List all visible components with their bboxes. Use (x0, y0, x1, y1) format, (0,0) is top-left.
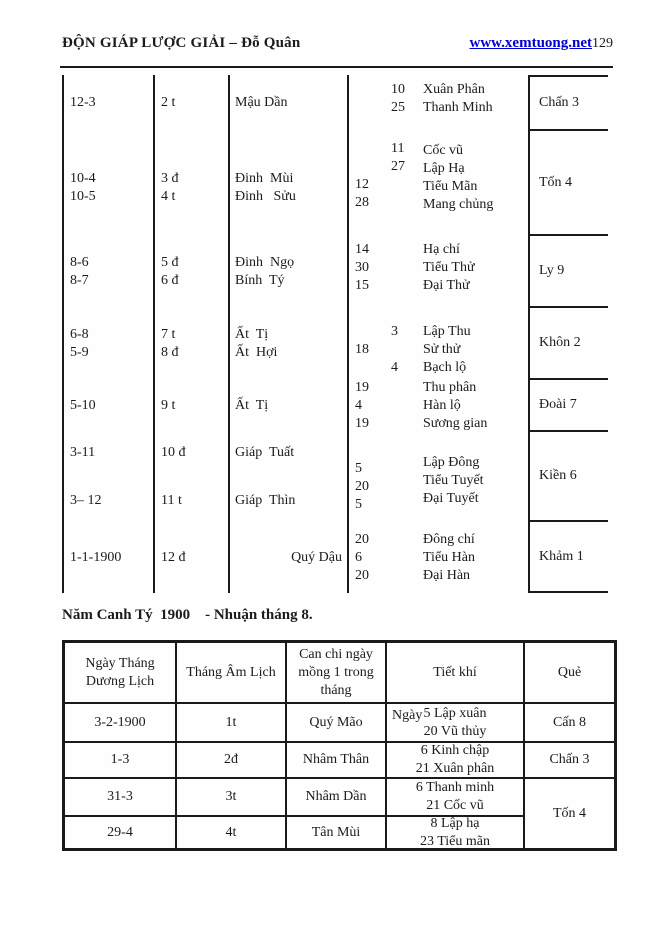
solar-terms (417, 125, 528, 230)
canchi-value: Mậu Dần (235, 95, 288, 110)
solar-term: Mang chủng (423, 196, 494, 212)
date-value: 1-1-1900 (70, 549, 122, 565)
solar-term: Tiểu Mãn (423, 178, 478, 194)
month-value: 9 t (161, 398, 176, 413)
t1-date-cell (64, 380, 153, 432)
day-number: 12 (355, 176, 369, 192)
solar-term: 6 Kinh chập (420, 743, 490, 758)
t1-canchi-cell (230, 135, 347, 240)
t2-header-thang-am (175, 643, 285, 702)
header-line: tháng (320, 682, 352, 698)
t1-month-cell (155, 380, 228, 432)
t2-que-cell (523, 777, 614, 848)
canchi-value: Đinh Sửu (235, 188, 296, 204)
header-line: mồng 1 trong (298, 664, 374, 680)
que-value: Khảm 1 (539, 548, 584, 564)
t2-date-cell (65, 741, 175, 777)
header-line: Tiết khí (433, 664, 477, 680)
canchi-value: Đinh Mùi (235, 170, 294, 186)
solar-term: Sử thử (423, 342, 461, 357)
t1-month-cell (155, 236, 228, 308)
que-value: Ly 9 (539, 263, 565, 278)
canchi-value: Bính Tý (235, 273, 285, 288)
section-heading: Năm Canh Tý 1900 - Nhuận tháng 8. (62, 607, 313, 623)
solar-term: 21 Cốc vũ (426, 798, 484, 813)
day-number: 5 (355, 497, 362, 512)
t1-month-cell (155, 432, 228, 522)
solar-term: Xuân Phân (423, 82, 485, 97)
t2-header-duong-lich (65, 643, 175, 702)
website-link[interactable]: www.xemtuong.net (469, 35, 592, 51)
t1-tiet-cell (349, 432, 528, 522)
solar-term: Bạch lộ (423, 360, 467, 375)
que-cell (528, 131, 608, 236)
canchi-value: Đinh Ngọ (235, 255, 295, 270)
t2-que-cell (523, 702, 614, 741)
date-value: 3-11 (70, 445, 96, 460)
t2-tiet-cell (385, 815, 523, 848)
t1-month-cell (155, 135, 228, 240)
day-numbers (349, 380, 383, 432)
day-number: 3 (391, 324, 398, 339)
t2-canchi-cell (285, 702, 385, 741)
t1-date-cell (64, 432, 153, 522)
solar-term: Tiểu Hàn (423, 549, 475, 565)
page-number: 129 (592, 36, 613, 51)
month-value: 6 đ (161, 273, 179, 288)
solar-term: Đông chí (423, 531, 475, 547)
canchi-value: Ất Tị (235, 398, 269, 413)
day-number: 19 (355, 416, 369, 431)
t1-col-que (528, 75, 608, 593)
day-number: 20 (355, 531, 369, 547)
solar-terms (417, 380, 528, 432)
que-value: Đoài 7 (539, 397, 577, 412)
que-cell (528, 308, 608, 380)
solar-term: Đại Hàn (423, 567, 471, 583)
solar-term: Sương gian (423, 416, 488, 431)
day-number: 28 (355, 194, 369, 210)
t2-month-cell (175, 777, 285, 815)
t2-canchi-cell (285, 777, 385, 815)
month-value: 12 đ (161, 549, 186, 565)
t1-date-cell (64, 308, 153, 380)
que-cell (528, 236, 608, 308)
t2-tiet-cell (385, 741, 523, 777)
day-numbers (349, 71, 383, 127)
solar-term: Thu phân (423, 380, 477, 395)
day-number (355, 323, 383, 341)
day-number: 4 (391, 360, 398, 375)
day-number: 11 (391, 140, 405, 156)
day-numbers (383, 105, 417, 210)
t2-month-cell (175, 815, 285, 848)
month-value: 2đ (224, 752, 238, 767)
header-line: Can chi ngày (299, 646, 373, 662)
t1-month-cell (155, 75, 228, 131)
solar-term: 20 Vũ thủy (423, 723, 487, 739)
solar-term: Hạ chí (423, 242, 460, 257)
ngay-label: Ngày (392, 708, 423, 723)
canchi-value: Quý Mão (309, 714, 363, 730)
day-numbers (383, 232, 417, 304)
date-value: 6-8 (70, 327, 89, 342)
solar-term: Tiểu Tuyết (423, 473, 484, 488)
t1-canchi-cell (230, 380, 347, 432)
t2-date-cell (65, 702, 175, 741)
solar-terms (417, 71, 528, 127)
date-value: 3-2-1900 (94, 714, 146, 730)
t1-col-duong-lich (62, 75, 153, 593)
date-value: 12-3 (70, 95, 96, 110)
solar-terms-table-1899 (62, 75, 608, 593)
day-number: 18 (355, 342, 369, 357)
t1-tiet-cell (349, 232, 528, 304)
solar-terms (417, 314, 528, 386)
solar-term: 23 Tiểu mãn (419, 833, 490, 849)
month-value: 8 đ (161, 345, 179, 360)
month-value: 3t (225, 789, 237, 804)
day-number: 19 (355, 380, 369, 395)
canchi-value: Ất Hợi (235, 345, 278, 360)
que-value: Chấn 3 (549, 752, 590, 767)
canchi-value: Ất Tị (235, 327, 269, 342)
t2-header-tiet-khi (385, 643, 523, 702)
day-number: 25 (391, 100, 405, 115)
date-value: 1-3 (110, 752, 130, 767)
t1-tiet-cell (349, 71, 528, 127)
day-number (391, 341, 417, 359)
month-value: 2 t (161, 95, 176, 110)
date-value: 5-9 (70, 345, 89, 360)
month-value: 3 đ (161, 170, 179, 186)
header-line: Quẻ (557, 664, 582, 680)
t1-date-cell (64, 75, 153, 131)
day-numbers (383, 314, 417, 386)
solar-term: Tiểu Thử (423, 260, 475, 275)
que-cell (528, 432, 608, 522)
canchi-value: Nhâm Dần (305, 789, 367, 804)
canchi-value: Quý Dậu (291, 549, 342, 565)
que-value: Kiền 6 (539, 468, 577, 483)
t2-header-can-chi (285, 643, 385, 702)
month-value: 5 đ (161, 255, 179, 270)
date-value: 8-6 (70, 255, 89, 270)
solar-terms (417, 522, 528, 593)
que-value: Cấn 8 (552, 714, 587, 730)
day-number: 30 (355, 260, 369, 275)
t1-col-tiet-khi (347, 75, 528, 593)
solar-terms (417, 436, 528, 526)
canchi-value: Nhâm Thân (302, 752, 370, 767)
solar-term: Đại Thử (423, 278, 470, 293)
month-value: 4t (225, 824, 237, 840)
month-value: 4 t (161, 188, 176, 204)
t1-col-can-chi (228, 75, 347, 593)
t2-month-cell (175, 741, 285, 777)
que-value: Chấn 3 (539, 95, 580, 110)
day-numbers (349, 442, 383, 532)
book-title: ĐỘN GIÁP LƯỢC GIẢI – Đỗ Quân (62, 35, 301, 51)
que-cell (528, 75, 608, 131)
solar-term: Đại Tuyết (423, 491, 479, 506)
t1-date-cell (64, 522, 153, 593)
que-cell (528, 522, 608, 593)
header-line: Tháng Âm Lịch (186, 664, 276, 680)
month-value: 7 t (161, 327, 176, 342)
t1-canchi-cell (230, 432, 347, 522)
day-number: 4 (355, 398, 362, 413)
date-value: 29-4 (107, 824, 133, 840)
header-rule (60, 66, 613, 68)
t1-month-cell (155, 522, 228, 593)
t1-tiet-cell (349, 314, 528, 386)
t2-month-cell (175, 702, 285, 741)
t1-date-cell (64, 135, 153, 240)
t1-tiet-cell (349, 522, 528, 593)
solar-term: 8 Lập hạ (430, 815, 480, 831)
day-number: 27 (391, 158, 405, 174)
solar-term: Cốc vũ (423, 142, 464, 158)
date-value: 10-5 (70, 188, 96, 204)
t1-canchi-cell (230, 236, 347, 308)
header-line: Ngày Tháng (85, 655, 155, 671)
t2-date-cell (65, 815, 175, 848)
header-line: Dương Lịch (85, 673, 155, 689)
canchi-value: Tân Mùi (311, 824, 361, 840)
solar-term: Hàn lộ (423, 398, 461, 413)
t2-header-que (523, 643, 614, 702)
solar-term: Lập Thu (423, 324, 471, 339)
t2-date-cell (65, 777, 175, 815)
day-numbers (349, 232, 383, 304)
t1-tiet-cell (349, 380, 528, 432)
solar-terms (417, 232, 528, 304)
day-numbers (383, 522, 417, 593)
t1-date-cell (64, 236, 153, 308)
solar-term: 6 Thanh minh (415, 780, 495, 795)
solar-term: Lập Đông (423, 455, 480, 470)
solar-term: 5 Lập xuân (423, 705, 487, 721)
day-number: 5 (355, 461, 362, 476)
day-number: 10 (391, 82, 405, 97)
header-right (470, 35, 614, 52)
t2-que-cell (523, 741, 614, 777)
date-value: 3– 12 (70, 493, 102, 508)
t1-col-thang-am (153, 75, 228, 593)
month-value: 10 đ (161, 445, 186, 460)
day-number: 14 (355, 242, 369, 257)
canchi-value: Giáp Thìn (235, 493, 296, 508)
t1-canchi-cell (230, 75, 347, 131)
day-number (355, 359, 383, 377)
day-number: 20 (355, 479, 369, 494)
day-numbers (349, 314, 383, 386)
day-numbers (383, 432, 417, 522)
date-value: 10-4 (70, 170, 96, 186)
day-numbers (383, 380, 417, 432)
date-value: 5-10 (70, 398, 96, 413)
que-value: Tốn 4 (539, 174, 573, 190)
t2-canchi-cell (285, 815, 385, 848)
date-value: 31-3 (107, 789, 133, 804)
que-value: Tốn 4 (552, 805, 587, 821)
solar-term: 21 Xuân phân (415, 761, 495, 776)
year-canh-ty-table (62, 640, 617, 851)
month-value: 1t (225, 714, 237, 730)
solar-term: Thanh Minh (423, 100, 493, 115)
que-value: Khôn 2 (539, 335, 581, 350)
day-number: 6 (355, 549, 362, 565)
t1-tiet-cell (349, 131, 528, 236)
date-value: 8-7 (70, 273, 89, 288)
canchi-value: Giáp Tuất (235, 445, 295, 460)
day-number: 20 (355, 567, 369, 583)
day-numbers (349, 522, 383, 593)
t2-canchi-cell (285, 741, 385, 777)
t2-tiet-cell (385, 777, 523, 815)
month-value: 11 t (161, 493, 182, 508)
t2-tiet-cell (385, 702, 523, 741)
t1-canchi-cell (230, 522, 347, 593)
t1-canchi-cell (230, 308, 347, 380)
que-cell (528, 380, 608, 432)
solar-term: Lập Hạ (423, 160, 465, 176)
t1-month-cell (155, 308, 228, 380)
day-numbers (349, 141, 383, 246)
day-number: 15 (355, 278, 369, 293)
